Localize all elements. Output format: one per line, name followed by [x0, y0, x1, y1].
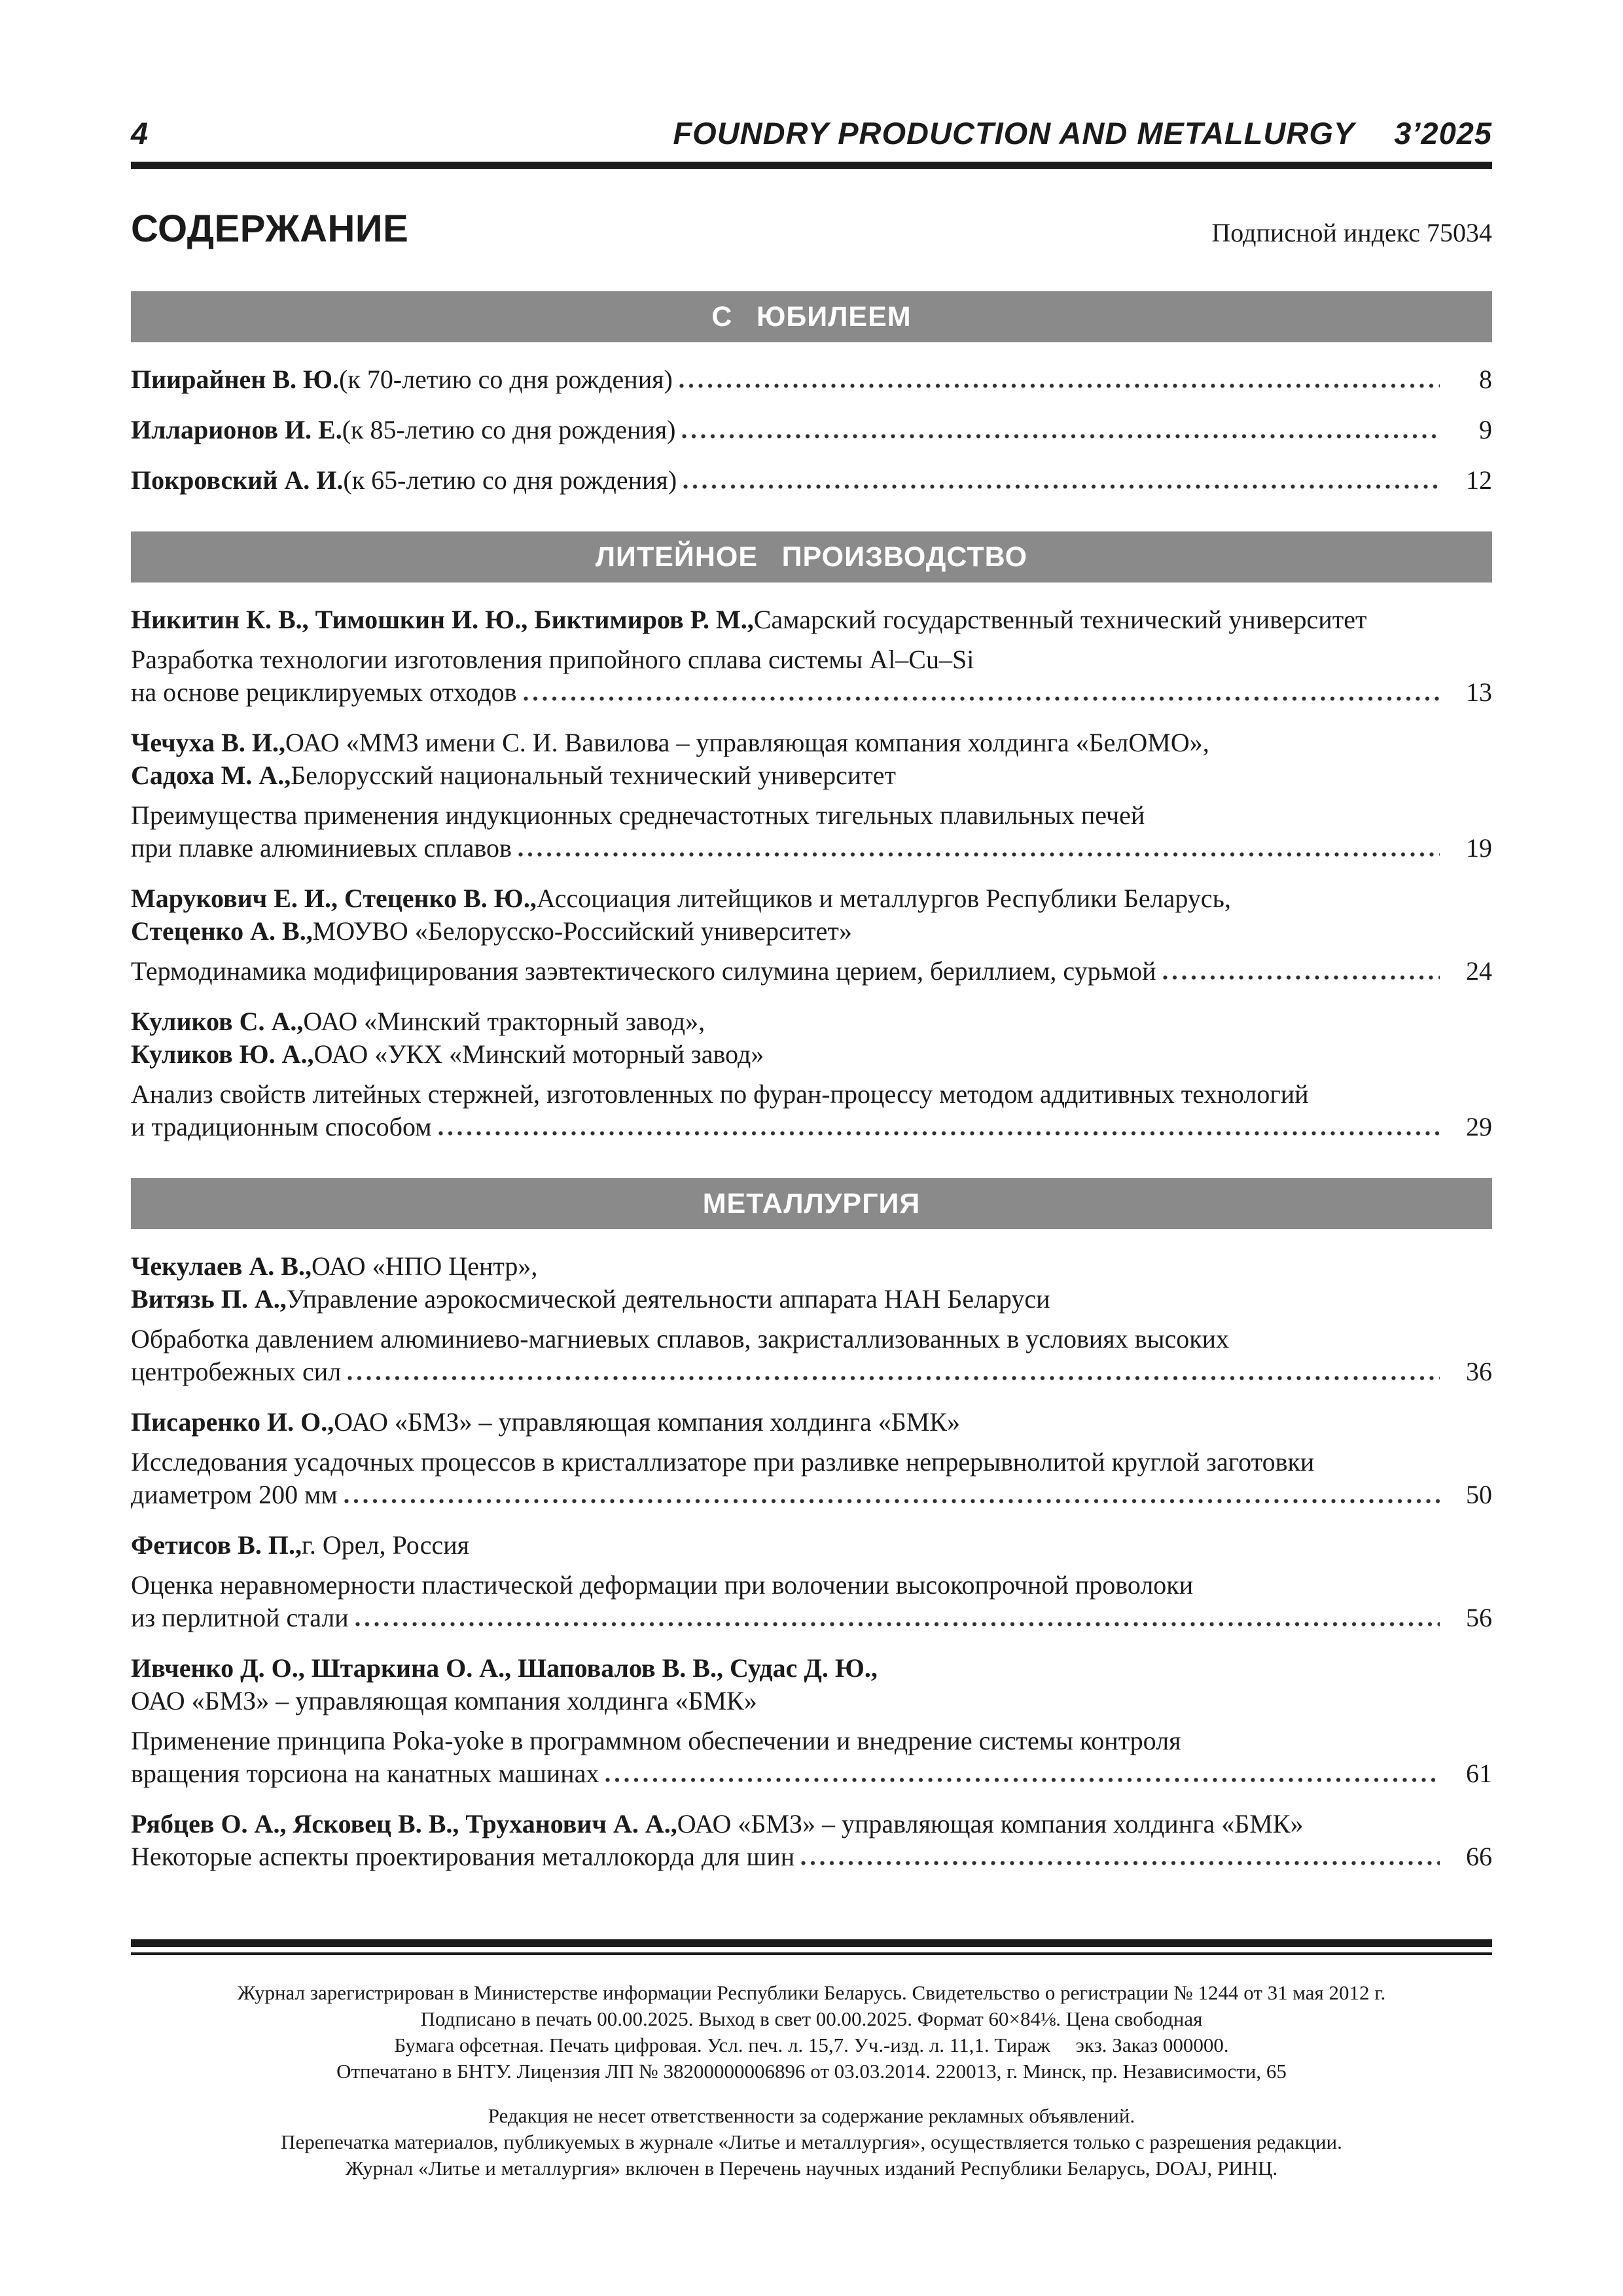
page-ref: 50 [1466, 1480, 1492, 1509]
entry-authors: Ивченко Д. О., Штаркина О. А., Шаповалов В. В., Судас Д. Ю., [131, 1653, 878, 1683]
imprint-line: Журнал зарегистрирован в Министерстве информации Республики Беларусь. Свидетельство о регистрации № 1244 от 31 мая 2012 г. [237, 1981, 1386, 2004]
running-head [131, 0, 1492, 151]
toc-entry-line [131, 363, 1492, 396]
dot-leader [1163, 975, 1440, 980]
toc-entry-line [131, 1757, 1492, 1790]
page-ref: 24 [1466, 956, 1492, 986]
toc-entry-line [131, 1479, 1492, 1511]
toc-entry-line [131, 1652, 1492, 1685]
entry-text: (к 70-летию со дня рождения) [339, 365, 673, 394]
section-entry-list [131, 342, 1492, 522]
dot-leader [355, 1622, 1440, 1626]
entry-text: диаметром 200 мм [131, 1480, 338, 1509]
entry-authors: Чекулаев А. В., [131, 1251, 312, 1281]
toc-entry-line [131, 414, 1492, 446]
entry-text: Исследования усадочных процессов в кристаллизаторе при разливке непрерывнолитой круглой заготовки [131, 1447, 1315, 1477]
entry-text: Белорусский национальный технический университет [291, 761, 897, 790]
section-title: ЛИТЕЙНОЕ ПРОИЗВОДСТВО [595, 541, 1028, 573]
page-ref: 61 [1466, 1759, 1492, 1788]
entry-text: (к 65-летию со дня рождения) [343, 465, 677, 495]
toc-entry-line [131, 1406, 1492, 1439]
toc-heading-row [131, 207, 1492, 251]
entry-text: вращения торсиона на канатных машинах [131, 1759, 599, 1788]
section-entry-list [131, 1229, 1492, 1899]
page-ref: 56 [1466, 1603, 1492, 1632]
dot-leader [801, 1861, 1440, 1865]
note-line: Перепечатка материалов, публикуемых в журнале «Литье и металлургия», осуществляется только с разрешения редакции. [281, 2130, 1342, 2153]
entry-authors: Садоха М. А., [131, 761, 291, 790]
issue-number: 3’2025 [1394, 116, 1492, 151]
entry-text: из перлитной стали [131, 1603, 349, 1632]
toc-entry-line [131, 603, 1492, 636]
toc-entry [131, 882, 1492, 988]
header-rule [131, 162, 1492, 169]
imprint-line: Отпечатано в БНТУ. Лицензия ЛП № 38200000006896 от 03.03.2014. 220013, г. Минск, пр. Независимости, 65 [336, 2060, 1287, 2083]
section-entry-list [131, 583, 1492, 1169]
entry-text: при плавке алюминиевых сплавов [131, 833, 512, 863]
section-header-bar [131, 531, 1492, 583]
toc-entry [131, 603, 1492, 709]
toc-entry-line [131, 1569, 1492, 1602]
toc-entry-line [131, 1840, 1492, 1873]
notes-block [131, 2103, 1492, 2181]
footer-rule-thin [131, 1952, 1492, 1955]
toc-entry-line [131, 759, 1492, 792]
section-header-bar [131, 1178, 1492, 1229]
entry-text: Преимущества применения индукционных среднечастотных тигельных плавильных печей [131, 800, 1145, 830]
toc-entry-line [131, 726, 1492, 759]
entry-text: Ассоциация литейщиков и металлургов Республики Беларусь, [536, 884, 1231, 913]
entry-text: г. Орел, Россия [301, 1530, 470, 1560]
entry-text: ОАО «БМЗ» – управляющая компания холдинга «БМК» [334, 1407, 960, 1437]
toc-entry-line [131, 1078, 1492, 1111]
toc-entry [131, 1529, 1492, 1634]
toc-entry-line [131, 676, 1492, 709]
toc-entry-line [131, 1038, 1492, 1071]
toc-entry [131, 1652, 1492, 1790]
entry-authors: Чечуха В. И., [131, 728, 285, 757]
toc-entry [131, 1808, 1492, 1873]
dot-leader [438, 1131, 1440, 1136]
entry-text: и традиционным способом [131, 1112, 432, 1141]
footer-rule-thick [131, 1939, 1492, 1947]
journal-name: FOUNDRY PRODUCTION AND METALLURGY [673, 116, 1355, 151]
entry-text: Анализ свойств литейных стержней, изготовленных по фуран-процессу методом аддитивных технологий [131, 1079, 1309, 1109]
toc-entry-line [131, 1323, 1492, 1355]
note-line: Журнал «Литье и металлургия» включен в Перечень научных изданий Республики Беларусь, DOAJ, РИНЦ. [345, 2157, 1278, 2179]
toc-entry [131, 1406, 1492, 1511]
entry-authors: Фетисов В. П., [131, 1530, 302, 1560]
note-line: Редакция не несет ответственности за содержание рекламных объявлений. [488, 2104, 1135, 2127]
toc-entry-line [131, 799, 1492, 832]
section-title: МЕТАЛЛУРГИЯ [702, 1187, 921, 1219]
dot-leader [682, 434, 1440, 439]
toc-title: СОДЕРЖАНИЕ [131, 207, 409, 250]
toc-entry-line [131, 1446, 1492, 1479]
toc-entry-line [131, 1602, 1492, 1634]
entry-text: ОАО «Минский тракторный завод», [303, 1007, 705, 1036]
toc-entry-line [131, 915, 1492, 948]
toc-entry-line [131, 1355, 1492, 1388]
toc-entry-line [131, 1725, 1492, 1757]
toc-entry-line [131, 1250, 1492, 1283]
entry-text: Самарский государственный технический университет [753, 605, 1367, 634]
entry-authors: Стеценко А. В., [131, 916, 313, 946]
entry-authors: Никитин К. В., Тимошкин И. Ю., Биктимиров Р. М., [131, 605, 754, 634]
dot-leader [348, 1376, 1440, 1380]
entry-authors: Марукович Е. И., Стеценко В. Ю., [131, 884, 537, 913]
entry-text: Разработка технологии изготовления припойного сплава системы Al–Cu–Si [131, 645, 974, 674]
toc-entry-line [131, 1685, 1492, 1717]
section-header-bar [131, 291, 1492, 342]
dot-leader [683, 484, 1440, 489]
sections [131, 291, 1492, 1899]
entry-authors: Покровский А. И. [131, 465, 344, 495]
toc-entry [131, 1250, 1492, 1388]
entry-authors: Куликов Ю. А., [131, 1039, 314, 1069]
toc-entry [131, 464, 1492, 497]
imprint-line: Бумага офсетная. Печать цифровая. Усл. печ. л. 15,7. Уч.-изд. л. 11,1. Тираж экз. Заказ 000000. [394, 2034, 1229, 2056]
entry-text: Оценка неравномерности пластической деформации при волочении высокопрочной проволоки [131, 1570, 1194, 1600]
page-ref: 36 [1466, 1357, 1492, 1386]
page-ref: 12 [1466, 465, 1492, 495]
entry-authors: Илларионов И. Е. [131, 415, 342, 444]
toc-entry-line [131, 1005, 1492, 1038]
entry-text: ОАО «ММЗ имени С. И. Вавилова – управляющая компания холдинга «БелОМО», [285, 728, 1209, 757]
dot-leader [344, 1499, 1440, 1503]
entry-text: (к 85-летию со дня рождения) [342, 415, 676, 444]
toc-entry-line [131, 464, 1492, 497]
page-ref: 66 [1466, 1842, 1492, 1871]
page-number: 4 [131, 116, 149, 151]
toc-entry [131, 1005, 1492, 1143]
page-ref: 29 [1466, 1112, 1492, 1141]
entry-authors: Пиирайнен В. Ю. [131, 365, 340, 394]
entry-text: ОАО «УКХ «Минский моторный завод» [313, 1039, 764, 1069]
toc-entry-line [131, 1529, 1492, 1562]
toc-entry-line [131, 832, 1492, 865]
imprint-block [131, 1980, 1492, 2085]
page-ref: 8 [1479, 365, 1492, 394]
toc-entry [131, 726, 1492, 865]
entry-text: Обработка давлением алюминиево-магниевых сплавов, закристаллизованных в условиях высоких [131, 1324, 1230, 1354]
subscription-index: Подписной индекс 75034 [1211, 218, 1492, 247]
dot-leader [679, 384, 1440, 388]
journal-running-title [673, 115, 1492, 151]
entry-authors: Рябцев О. А., Ясковец В. В., Труханович А. А., [131, 1809, 677, 1839]
toc-entry-line [131, 1111, 1492, 1143]
toc-entry-line [131, 1283, 1492, 1316]
entry-text: ОАО «БМЗ» – управляющая компания холдинга «БМК» [677, 1809, 1304, 1839]
imprint-line: Подписано в печать 00.00.2025. Выход в свет 00.00.2025. Формат 60×84⅛. Цена свободная [420, 2007, 1203, 2030]
entry-text: Управление аэрокосмической деятельности аппарата НАН Беларуси [286, 1284, 1050, 1314]
entry-text: Некоторые аспекты проектирования металлокорда для шин [131, 1842, 795, 1871]
entry-authors: Куликов С. А., [131, 1007, 304, 1036]
toc-entry-line [131, 643, 1492, 676]
entry-authors: Писаренко И. О., [131, 1407, 334, 1437]
page-ref: 9 [1479, 415, 1492, 444]
toc-entry-line [131, 1808, 1492, 1840]
entry-text: центробежных сил [131, 1357, 342, 1386]
entry-text: ОАО «НПО Центр», [311, 1251, 538, 1281]
entry-text: МОУВО «Белорусско-Российский университет» [312, 916, 852, 946]
toc-entry-line [131, 955, 1492, 988]
dot-leader [524, 696, 1440, 701]
section-title: С ЮБИЛЕЕМ [711, 300, 912, 332]
toc-entry [131, 414, 1492, 446]
entry-text: ОАО «БМЗ» – управляющая компания холдинга «БМК» [131, 1686, 757, 1715]
page-ref: 19 [1466, 833, 1492, 863]
dot-leader [518, 852, 1440, 857]
toc-entry [131, 363, 1492, 396]
toc-entry-line [131, 882, 1492, 915]
entry-text: Термодинамика модифицирования заэвтектического силумина церием, бериллием, сурьмой [131, 956, 1156, 986]
entry-authors: Витязь П. А., [131, 1284, 287, 1314]
entry-text: Применение принципа Poka-yoke в программном обеспечении и внедрение системы контроля [131, 1726, 1181, 1755]
page-ref: 13 [1466, 677, 1492, 707]
dot-leader [605, 1778, 1440, 1782]
entry-text: на основе рециклируемых отходов [131, 677, 517, 707]
imprint-footer [131, 1939, 1492, 2181]
